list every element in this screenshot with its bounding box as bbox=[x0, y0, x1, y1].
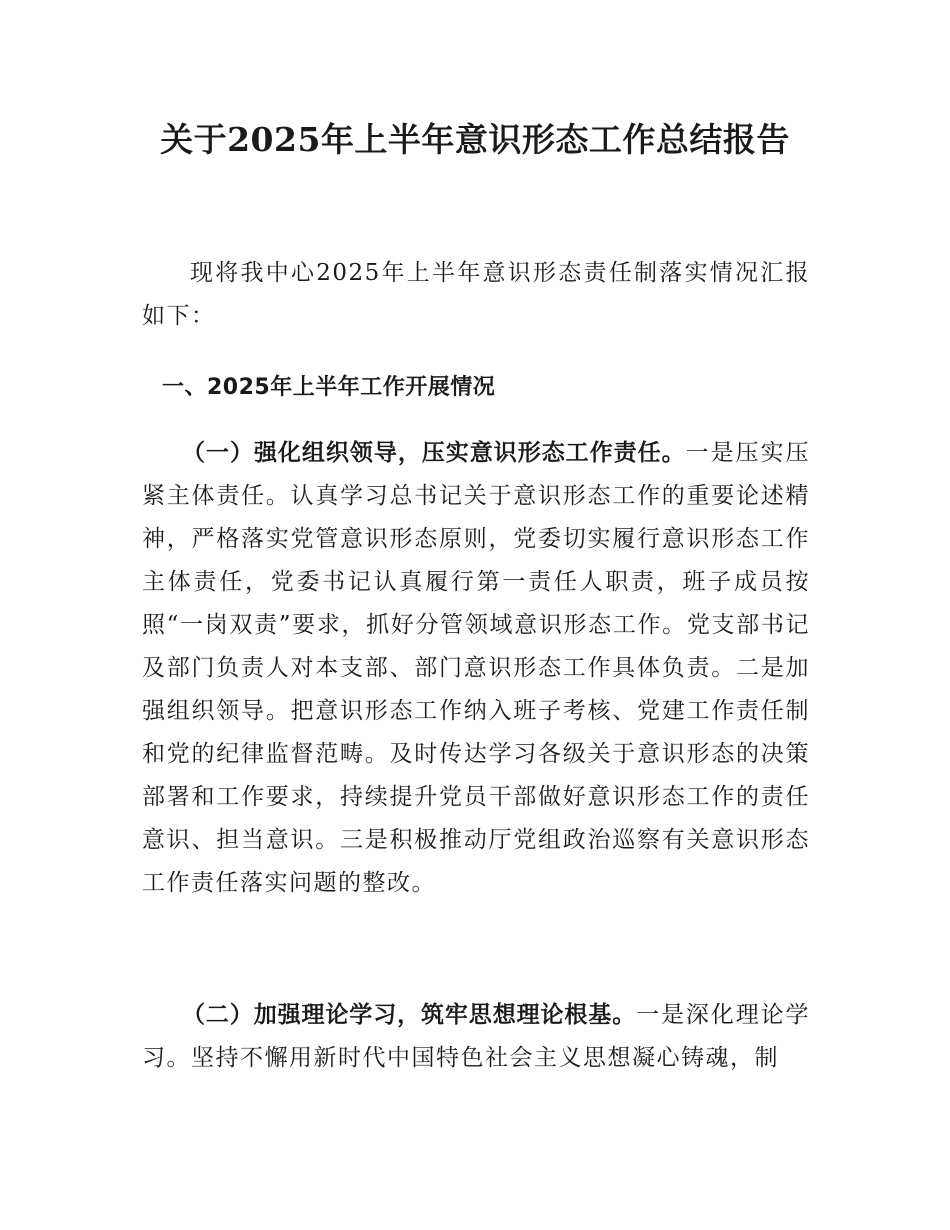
paragraph-2-lead: （二）加强理论学习，筑牢思想理论根基。 bbox=[182, 1002, 637, 1028]
document-title: 关于2025年上半年意识形态工作总结报告 bbox=[160, 120, 790, 159]
paragraph-1 bbox=[142, 432, 810, 905]
section-heading: 一、2025年上半年工作开展情况 bbox=[162, 375, 496, 400]
paragraph-2-body: 一是深化理论学习。坚持不懈用新时代中国特色社会主义思想凝心铸魂，制 bbox=[142, 1002, 811, 1071]
paragraph-1-lead: （一）强化组织领导，压实意识形态工作责任。 bbox=[182, 440, 686, 466]
intro-paragraph: 现将我中心2025年上半年意识形态责任制落实情况汇报如下： bbox=[142, 260, 810, 329]
paragraph-1-body: 一是压实压紧主体责任。认真学习总书记关于意识形态工作的重要论述精神，严格落实党管意识形态原则，党委切实履行意识形态工作主体责任，党委书记认真履行第一责任人职责，班子成员按照“一岗双责”要求，抓好分管领域意识形态工作。党支部书记及部门负责人对本支部、部门意识形态工作具体负责。二是加强组织领导。把意识形态工作纳入班子考核、党建工作责任制和党的纪律监督范畴。及时传达学习各级关于意识形态的决策部署和工作要求，持续提升党员干部做好意识形态工作的责任意识、担当意识。三是积极推动厅党组政治巡察有关意识形态工作责任落实问题的整改。 bbox=[142, 440, 811, 896]
paragraph-2 bbox=[142, 994, 810, 1080]
